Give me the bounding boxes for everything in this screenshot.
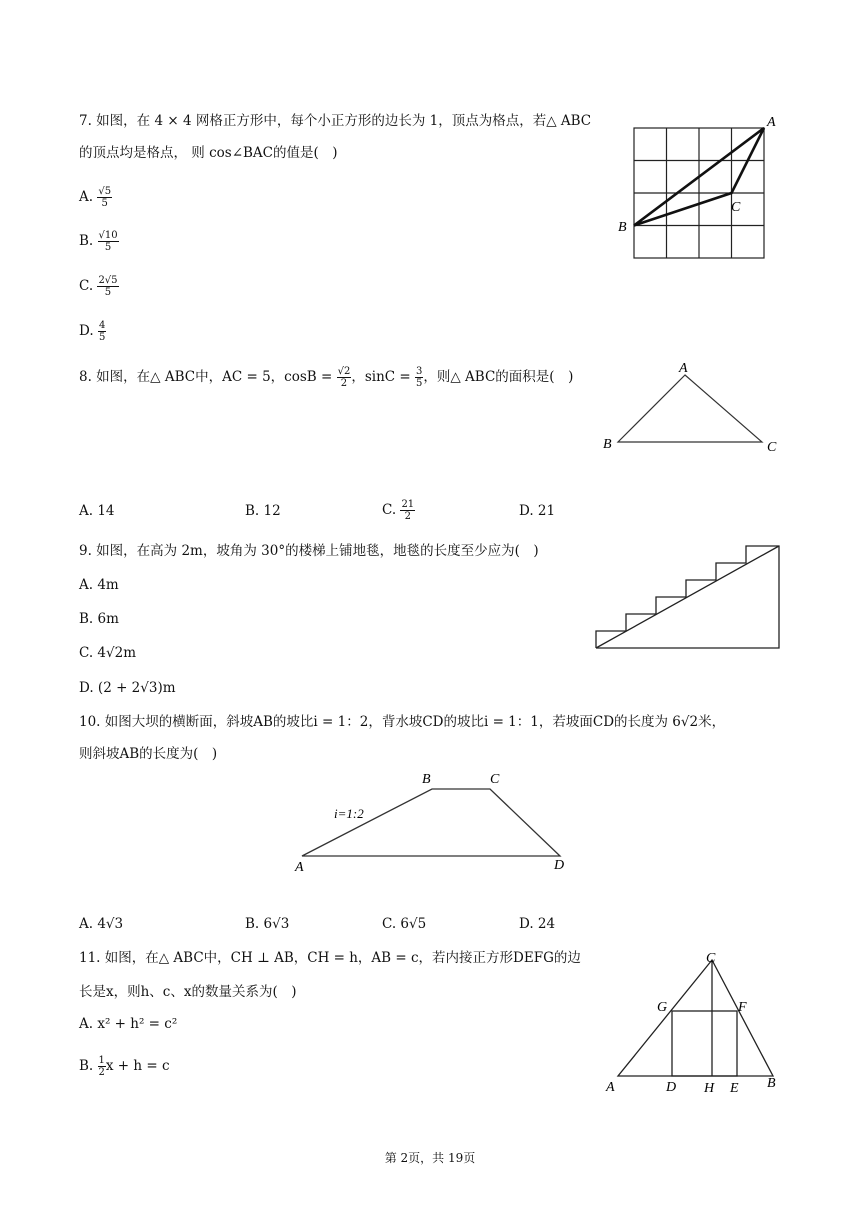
q9-stairs-figure	[590, 540, 790, 655]
slope-ratio-label: i=1:2	[334, 806, 364, 821]
fraction: $\frac{21}{2}$	[401, 499, 415, 522]
q7-option-a[interactable]	[79, 186, 112, 209]
page-footer: 第 2页，共 19页	[384, 1151, 476, 1165]
label-e: E	[730, 1081, 739, 1096]
q11-option-b[interactable]	[79, 1055, 170, 1078]
q7-option-d[interactable]	[79, 320, 106, 343]
label-a: A	[767, 115, 776, 130]
q9-stem: 9. 如图，在高为 2m，坡角为 30°的楼梯上铺地毯，地毯的长度至少应为( )	[79, 543, 539, 559]
q8-option-c[interactable]	[382, 499, 415, 522]
fraction: $\frac{√5}{5}$	[98, 186, 112, 209]
q9-option-d[interactable]: D. (2 + 2√3)m	[79, 680, 176, 696]
option-label: C.	[382, 502, 397, 518]
trapezoid-abcd	[302, 789, 560, 856]
q11-stem-line1: 11. 如图，在△ ABC中，CH ⊥ AB，CH = h，AB = c，若内接正方形DEFG的边	[79, 950, 581, 966]
label-g: G	[657, 1000, 668, 1015]
fraction: $\frac{√10}{5}$	[98, 230, 118, 253]
label-a: A	[679, 361, 688, 376]
option-text: x + h = c	[105, 1058, 170, 1074]
label-h: H	[704, 1081, 715, 1096]
option-label: B.	[79, 233, 94, 249]
q7-stem-line1: 7. 如图，在 4 × 4 网格正方形中，每个小正方形的边长为 1，顶点为格点，若△ ABC	[79, 113, 592, 129]
q10-stem-line2: 则斜坡AB的长度为( )	[79, 746, 218, 762]
label-b: B	[767, 1076, 776, 1091]
q11-option-a[interactable]: A. x² + h² = c²	[79, 1016, 178, 1032]
q8-triangle-figure	[595, 360, 795, 460]
label-d: D	[554, 858, 565, 873]
label-c: C	[706, 951, 716, 966]
label-a: A	[295, 860, 304, 875]
slope-line	[596, 546, 779, 648]
q11-stem-line2: 长是x，则h、c、x的数量关系为( )	[79, 984, 297, 1000]
option-label: C.	[79, 278, 94, 294]
label-c: C	[490, 772, 500, 787]
q10-option-d[interactable]: D. 24	[519, 916, 556, 932]
q11-triangle-figure	[595, 945, 795, 1100]
q10-stem-line1: 10. 如图大坝的横断面，斜坡AB的坡比i = 1：2，背水坡CD的坡比i = 1：1，若坡面CD的长度为 6√2米，	[79, 714, 726, 730]
option-label: B.	[79, 1058, 94, 1074]
label-c: C	[767, 440, 777, 455]
q8-option-b[interactable]: B. 12	[245, 503, 281, 519]
q10-dam-figure	[290, 770, 580, 880]
q7-stem-line2: 的顶点均是格点， 则 cos∠BAC的值是( )	[79, 145, 338, 161]
q8-option-d[interactable]: D. 21	[519, 503, 556, 519]
fraction: $\frac{3}{5}$	[416, 366, 423, 389]
q7-option-b[interactable]	[79, 230, 119, 253]
label-b: B	[422, 772, 431, 787]
triangle-abc	[618, 960, 773, 1076]
label-b: B	[618, 220, 627, 235]
fraction: $\frac{√2}{2}$	[337, 366, 351, 389]
label-d: D	[666, 1080, 677, 1095]
q7-option-c[interactable]	[79, 275, 119, 298]
option-label: D.	[79, 323, 94, 339]
option-label: A.	[79, 189, 94, 205]
label-c: C	[731, 200, 741, 215]
q7-grid-figure	[600, 110, 800, 270]
q9-option-b[interactable]: B. 6m	[79, 611, 119, 627]
fraction: $\frac{2√5}{5}$	[98, 275, 118, 298]
label-f: F	[738, 1000, 747, 1015]
q10-option-c[interactable]: C. 6√5	[382, 916, 427, 932]
q10-option-b[interactable]: B. 6√3	[245, 916, 290, 932]
q10-option-a[interactable]: A. 4√3	[79, 916, 124, 932]
square-defg	[672, 1011, 737, 1076]
label-b: B	[603, 437, 612, 452]
q9-option-c[interactable]: C. 4√2m	[79, 645, 137, 661]
fraction: $\frac{4}{5}$	[98, 320, 106, 343]
q8-stem: 8. 如图，在△ ABC中，AC = 5，cosB = $\frac{√2}{2}$ ，sinC = $\frac{3}{5}$ ，则△ ABC的面积是( )	[79, 366, 574, 389]
q9-option-a[interactable]: A. 4m	[79, 577, 119, 593]
q8-option-a[interactable]: A. 14	[79, 503, 115, 519]
label-a: A	[606, 1080, 615, 1095]
fraction: $\frac{1}{2}$	[98, 1055, 105, 1078]
triangle-abc	[618, 375, 762, 442]
